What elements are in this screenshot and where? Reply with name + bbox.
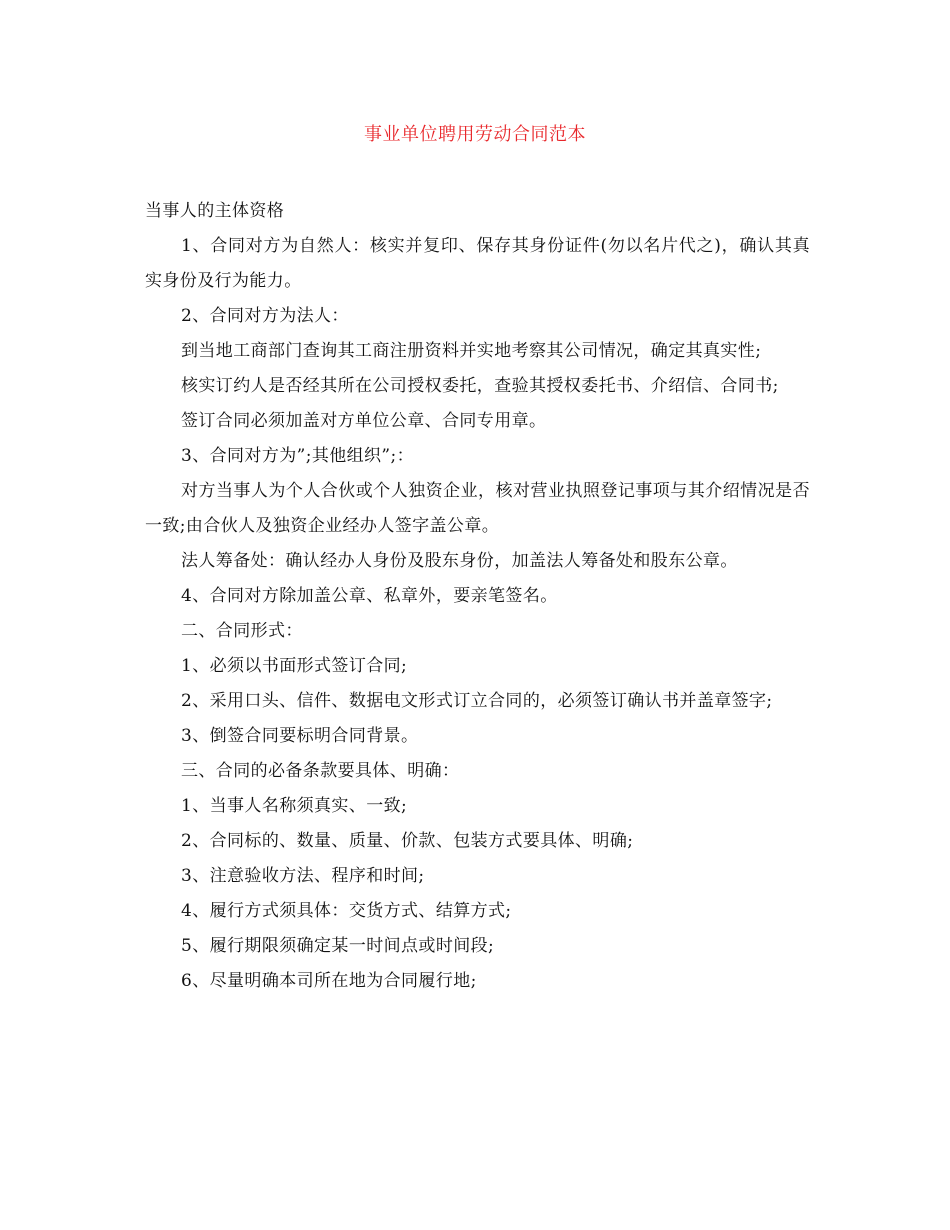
paragraph: 4、履行方式须具体：交货方式、结算方式; — [181, 901, 512, 921]
paragraph: 1、合同对方为自然人：核实并复印、保存其身份证件(勿以名片代之)，确认其真实身份及行为能力。 — [145, 236, 810, 291]
paragraph: 到当地工商部门查询其工商注册资料并实地考察其公司情况，确定其真实性; — [181, 341, 762, 361]
paragraph: 3、注意验收方法、程序和时间; — [181, 866, 425, 886]
paragraph: 1、必须以书面形式签订合同; — [181, 656, 408, 676]
paragraph: 签订合同必须加盖对方单位公章、合同专用章。 — [181, 411, 547, 431]
paragraph: 4、合同对方除加盖公章、私章外，要亲笔签名。 — [181, 586, 558, 606]
paragraph: 核实订约人是否经其所在公司授权委托，查验其授权委托书、介绍信、合同书; — [181, 376, 779, 396]
paragraph: 法人筹备处：确认经办人身份及股东身份，加盖法人筹备处和股东公章。 — [181, 551, 738, 571]
paragraph: 当事人的主体资格 — [145, 201, 285, 221]
paragraph: 对方当事人为个人合伙或个人独资企业，核对营业执照登记事项与其介绍情况是否一致;由合伙人及独资企业经办人签字盖公章。 — [145, 481, 810, 536]
paragraph: 2、采用口头、信件、数据电文形式订立合同的，必须签订确认书并盖章签字; — [181, 691, 773, 711]
document-body — [145, 194, 810, 999]
paragraph: 三、合同的必备条款要具体、明确： — [181, 761, 460, 781]
paragraph: 2、合同标的、数量、质量、价款、包装方式要具体、明确; — [181, 831, 634, 851]
paragraph: 1、当事人名称须真实、一致; — [181, 796, 408, 816]
paragraph: 3、倒签合同要标明合同背景。 — [181, 726, 419, 746]
paragraph: 2、合同对方为法人： — [181, 306, 349, 326]
document-title: 事业单位聘用劳动合同范本 — [364, 124, 586, 145]
paragraph: 6、尽量明确本司所在地为合同履行地; — [181, 971, 477, 991]
paragraph: 5、履行期限须确定某一时间点或时间段; — [181, 936, 495, 956]
paragraph: 二、合同形式： — [181, 621, 303, 641]
paragraph: 3、合同对方为”;其他组织”;： — [181, 446, 415, 466]
